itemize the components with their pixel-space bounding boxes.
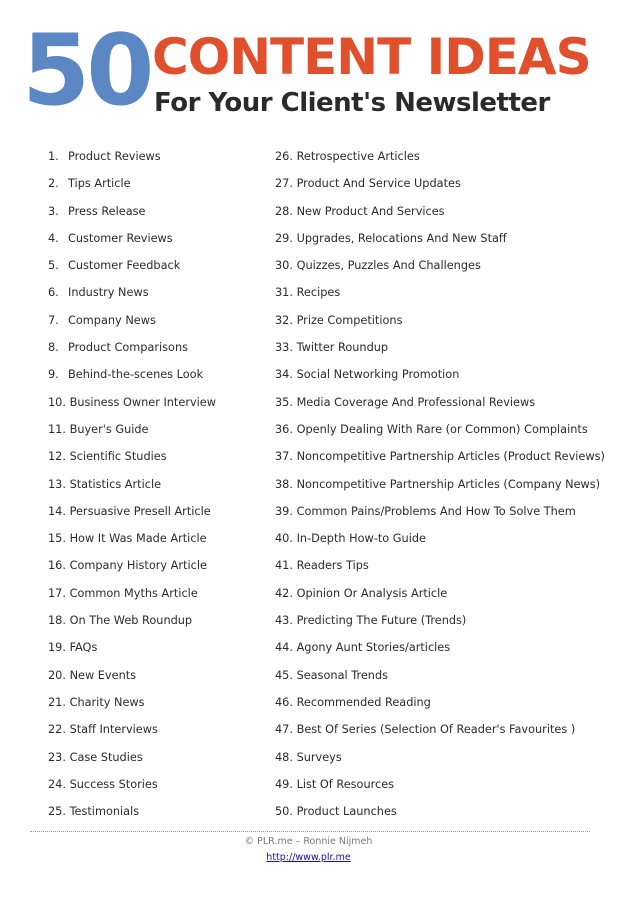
- list-item: [48, 279, 268, 306]
- list-item: [275, 580, 625, 607]
- list-item-number: 34.: [275, 368, 293, 382]
- list-item: [275, 307, 625, 334]
- list-item: [275, 416, 625, 443]
- list-item: [275, 662, 625, 689]
- footer-copyright: © PLR.me – Ronnie Nijmeh: [244, 836, 373, 847]
- list-item-text: Media Coverage And Professional Reviews: [296, 395, 536, 409]
- list-item-text: Recipes: [296, 286, 341, 300]
- list-item: [275, 334, 625, 361]
- ideas-list-right: [275, 143, 625, 825]
- list-item-number: 25.: [48, 805, 66, 819]
- list-item-number: 7.: [48, 313, 59, 327]
- list-item-number: 9.: [48, 368, 59, 382]
- list-item-number: 49.: [275, 777, 293, 791]
- list-item: [275, 389, 625, 416]
- list-item-number: 33.: [275, 341, 293, 355]
- list-item-number: 5.: [48, 259, 59, 273]
- list-item-text: Prize Competitions: [296, 313, 403, 327]
- list-item-number: 39.: [275, 504, 293, 518]
- list-item-text: Scientific Studies: [69, 450, 167, 464]
- list-item-number: 46.: [275, 695, 293, 709]
- list-item: [275, 634, 625, 661]
- list-item-number: 17.: [48, 586, 66, 600]
- list-item-number: 22.: [48, 723, 66, 737]
- list-item-number: 18.: [48, 614, 66, 628]
- list-item-text: Industry News: [68, 286, 149, 300]
- list-item-text: Readers Tips: [296, 559, 369, 573]
- list-item: [275, 198, 625, 225]
- list-item-number: 36.: [275, 422, 293, 436]
- list-item: [48, 634, 268, 661]
- list-item: [48, 716, 268, 743]
- list-item: [275, 361, 625, 388]
- list-item: [48, 525, 268, 552]
- page-title: CONTENT IDEAS: [152, 28, 591, 86]
- list-item-number: 48.: [275, 750, 293, 764]
- list-item-number: 2.: [48, 177, 59, 191]
- list-item-number: 12.: [48, 450, 66, 464]
- list-item-text: Recommended Reading: [296, 695, 431, 709]
- list-item-number: 37.: [275, 450, 293, 464]
- list-item: [48, 198, 268, 225]
- page-subtitle: For Your Client's Newsletter: [154, 88, 550, 118]
- list-item: [275, 689, 625, 716]
- list-item-number: 15.: [48, 532, 66, 546]
- list-item-number: 20.: [48, 668, 66, 682]
- list-item: [275, 525, 625, 552]
- list-item-text: Noncompetitive Partnership Articles (Product Reviews): [296, 450, 605, 464]
- list-item: [275, 798, 625, 825]
- list-item: [48, 498, 268, 525]
- list-item: [48, 307, 268, 334]
- list-item-text: Seasonal Trends: [296, 668, 389, 682]
- list-item-number: 14.: [48, 504, 66, 518]
- list-item-text: Press Release: [68, 204, 146, 218]
- list-item-text: Openly Dealing With Rare (or Common) Complaints: [296, 422, 588, 436]
- list-item-text: Upgrades, Relocations And New Staff: [296, 231, 507, 245]
- list-item: [275, 771, 625, 798]
- list-item-text: Product Reviews: [68, 150, 161, 163]
- list-item-text: On The Web Roundup: [69, 614, 193, 628]
- list-item-number: 41.: [275, 559, 293, 573]
- list-item-text: In-Depth How-to Guide: [296, 532, 426, 546]
- list-item-text: Tips Article: [68, 177, 131, 191]
- list-item-text: Business Owner Interview: [69, 395, 216, 409]
- list-item-number: 19.: [48, 641, 66, 655]
- list-item: [275, 471, 625, 498]
- list-item: [275, 443, 625, 470]
- list-item-text: Best Of Series (Selection Of Reader's Favourites ): [296, 723, 576, 737]
- list-item: [48, 252, 268, 279]
- list-item: [48, 552, 268, 579]
- list-item-number: 50.: [275, 805, 293, 819]
- list-item-text: New Product And Services: [296, 204, 445, 218]
- list-item-text: New Events: [69, 668, 137, 682]
- list-item-number: 30.: [275, 259, 293, 273]
- list-item: [48, 689, 268, 716]
- list-item: [275, 143, 625, 170]
- list-item: [48, 143, 268, 170]
- list-item-number: 42.: [275, 586, 293, 600]
- list-item-text: Retrospective Articles: [296, 150, 420, 163]
- list-item-text: Predicting The Future (Trends): [296, 614, 467, 628]
- list-item: [48, 580, 268, 607]
- list-item-text: Quizzes, Puzzles And Challenges: [296, 259, 481, 273]
- list-item-number: 40.: [275, 532, 293, 546]
- list-item-text: Common Pains/Problems And How To Solve Them: [296, 504, 576, 518]
- list-item: [48, 607, 268, 634]
- list-item-number: 8.: [48, 341, 59, 355]
- list-item-number: 11.: [48, 422, 66, 436]
- list-item: [275, 252, 625, 279]
- list-item-number: 10.: [48, 395, 66, 409]
- list-item-number: 13.: [48, 477, 66, 491]
- list-item: [275, 552, 625, 579]
- list-item-text: Behind-the-scenes Look: [68, 368, 204, 382]
- list-item-number: 3.: [48, 204, 59, 218]
- list-item-text: Case Studies: [69, 750, 143, 764]
- list-item-number: 16.: [48, 559, 66, 573]
- list-item-number: 31.: [275, 286, 293, 300]
- page-header: [0, 0, 638, 140]
- list-item-text: Statistics Article: [69, 477, 162, 491]
- list-item-number: 44.: [275, 641, 293, 655]
- list-item-text: Customer Feedback: [68, 259, 181, 273]
- list-item-number: 32.: [275, 313, 293, 327]
- list-item-number: 29.: [275, 231, 293, 245]
- list-item: [275, 170, 625, 197]
- list-item-number: 35.: [275, 395, 293, 409]
- list-item-text: Agony Aunt Stories/articles: [296, 641, 451, 655]
- list-item: [48, 443, 268, 470]
- list-item-text: Product Comparisons: [68, 341, 189, 355]
- list-item-number: 26.: [275, 150, 293, 163]
- list-item-number: 1.: [48, 150, 59, 163]
- list-item-number: 6.: [48, 286, 59, 300]
- list-item: [48, 771, 268, 798]
- list-item-text: Testimonials: [69, 805, 140, 819]
- list-item: [48, 389, 268, 416]
- list-item-text: Social Networking Promotion: [296, 368, 460, 382]
- list-item: [275, 607, 625, 634]
- list-item-text: Company News: [68, 313, 156, 327]
- list-item: [48, 798, 268, 825]
- list-item: [275, 498, 625, 525]
- footer-divider: [30, 831, 590, 832]
- footer-link-wrap: [0, 852, 617, 863]
- list-item: [275, 716, 625, 743]
- list-item-text: Product Launches: [296, 805, 397, 819]
- list-item-text: Twitter Roundup: [296, 341, 389, 355]
- list-item-number: 21.: [48, 695, 66, 709]
- list-item: [48, 416, 268, 443]
- list-item: [48, 662, 268, 689]
- list-item-text: Staff Interviews: [69, 723, 158, 737]
- list-item-text: Opinion Or Analysis Article: [296, 586, 448, 600]
- list-item-number: 24.: [48, 777, 66, 791]
- list-item-text: Charity News: [69, 695, 145, 709]
- list-item-number: 45.: [275, 668, 293, 682]
- list-item-text: Noncompetitive Partnership Articles (Company News): [296, 477, 601, 491]
- list-item-number: 4.: [48, 231, 59, 245]
- list-item-number: 27.: [275, 177, 293, 191]
- list-item-text: How It Was Made Article: [69, 532, 207, 546]
- list-item: [48, 170, 268, 197]
- list-item-text: Product And Service Updates: [296, 177, 461, 191]
- list-item: [275, 225, 625, 252]
- list-item-number: 28.: [275, 204, 293, 218]
- list-item-text: FAQs: [69, 641, 98, 655]
- list-item-number: 47.: [275, 723, 293, 737]
- footer-link[interactable]: http://www.plr.me: [266, 852, 351, 863]
- list-item: [48, 744, 268, 771]
- list-item: [48, 334, 268, 361]
- list-item-text: Common Myths Article: [69, 586, 198, 600]
- list-item-text: Surveys: [296, 750, 342, 764]
- list-item: [275, 279, 625, 306]
- list-item: [48, 471, 268, 498]
- ideas-list-left: [48, 143, 268, 825]
- list-item-number: 43.: [275, 614, 293, 628]
- list-item: [48, 225, 268, 252]
- list-item-text: Customer Reviews: [68, 231, 173, 245]
- list-item-number: 38.: [275, 477, 293, 491]
- list-item-number: 23.: [48, 750, 66, 764]
- list-item-text: Company History Article: [69, 559, 207, 573]
- list-item-text: Persuasive Presell Article: [69, 504, 211, 518]
- list-item: [275, 744, 625, 771]
- list-item-text: Success Stories: [69, 777, 158, 791]
- list-item: [48, 361, 268, 388]
- list-item-text: Buyer's Guide: [69, 422, 149, 436]
- list-item-text: List Of Resources: [296, 777, 395, 791]
- big-number-50: 50: [22, 14, 151, 128]
